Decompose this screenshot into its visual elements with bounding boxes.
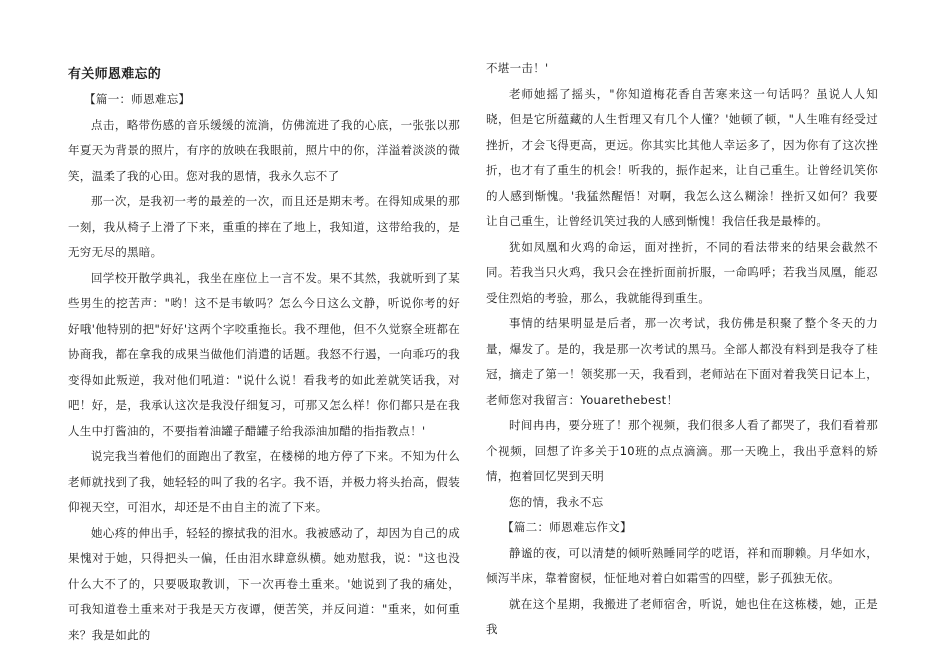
paragraph: 事情的结果明显是后者，那一次考试，我仿佛是积聚了整个冬天的力量，爆发了。是的，我是那一次考试的黑马。全部人都没有料到是我夺了桂冠，摘走了第一！领奖那一天，我看到，老师站在下面对着我笑日记本上，老师您对我留言：Youarethebest！ <box>486 316 878 407</box>
paragraph: 您的情，我永不忘 <box>509 494 604 509</box>
document-title: 有关师恩难忘的 <box>68 67 162 82</box>
paragraph: 她心疼的伸出手，轻轻的擦拭我的泪水。我被感动了，却因为自己的成果愧对于她，只得把头一偏，任由泪水肆意纵横。她劝慰我，说："这也没什么大不了的，只要吸取教训，下一次再卷土重来。'她说到了我的痛处，可我知道卷土重来对于我是天方夜谭，便苦笑，并反问道："重来，如何重来？我是如此的 <box>68 525 460 642</box>
paragraph: 老师她摇了摇头，"你知道梅花香自苦寒来这一句话吗？虽说人人知晓，但是它所蕴藏的人生哲理又有几个人懂？'她顿了顿，"人生唯有经受过挫折，才会飞得更高，更远。你其实比其他人幸运多了，因为你有了这次挫折，也才有了重生的机会！听我的，振作起来，让自己重生。让曾经讥笑你的人感到惭愧。'我猛然醒悟！对啊，我怎么这么糊涂！挫折又如何？我要让自己重生，让曾经讥笑过我的人感到惭愧！我信任我是最棒的。 <box>486 86 878 228</box>
paragraph: 说完我当着他们的面跑出了教室，在楼梯的地方停了下来。不知为什么老师就找到了我，她轻轻的叫了我的名字。我不语，并极力将头抬高，假装仰视天空，可泪水，却还是不由自主的流了下来。 <box>68 449 460 514</box>
paragraph: 时间冉冉，要分班了！那个视频，我们很多人看了都哭了，我们看着那个视频，回想了许多关于10班的点点滴滴。那一天晚上，我出乎意料的矫情，抱着回忆哭到天明 <box>486 418 878 483</box>
paragraph: 犹如凤凰和火鸡的命运，面对挫折，不同的看法带来的结果会截然不同。若我当只火鸡，我只会在挫折面前折服，一命呜呼；若我当凤凰，能忍受住烈焰的考验，那么，我就能得到重生。 <box>486 239 878 305</box>
section-heading-1: 【篇一：师恩难忘】 <box>84 92 191 106</box>
section-heading-2: 【篇二：师恩难忘作文】 <box>502 520 632 534</box>
paragraph-continuation: 不堪一击！' <box>486 61 549 75</box>
paragraph: 点击，略带伤感的音乐缓缓的流淌，仿佛流进了我的心底，一张张以那年夏天为背景的照片，有序的放映在我眼前，照片中的你，洋溢着淡淡的微笑，温柔了我的心田。您对我的恩情，我永久忘不了 <box>68 117 460 183</box>
paragraph: 回学校开散学典礼，我坐在座位上一言不发。果不其然，我就听到了某些男生的挖苦声："哟！这不是韦敏吗？怎么今日这么文静，听说你考的好好哦'他特别的把"好好'这两个字咬重拖长。我不理他，但不久觉察全班都在协商我，都在拿我的成果当做他们消遣的话题。我怒不行遏，一向乖巧的我变得如此叛逆，我对他们吼道："说什么说！看我考的如此差就笑话我，对吧！好，是，我承认这次是我没仔细复习，可那又怎么样！你们都只是在我人生中打酱油的，不要指着油罐子醋罐子给我添油加醋的指指教点！' <box>68 270 460 438</box>
paragraph: 静谧的夜，可以清楚的倾听熟睡同学的呓语，祥和而聊赖。月华如水，倾泻半床，靠着窗棂，怔怔地对着白如霜雪的四壁，影子孤独无依。 <box>486 545 878 585</box>
left-column <box>68 56 460 648</box>
right-column <box>486 56 878 643</box>
paragraph: 就在这个星期，我搬进了老师宿舍，听说，她也住在这栋楼，她，正是我 <box>486 596 878 636</box>
paragraph: 那一次，是我初一考的最差的一次，而且还是期末考。在得知成果的那一刻，我从椅子上滑了下来，重重的摔在了地上，我知道，这带给我的，是无穷无尽的黑暗。 <box>68 194 460 259</box>
